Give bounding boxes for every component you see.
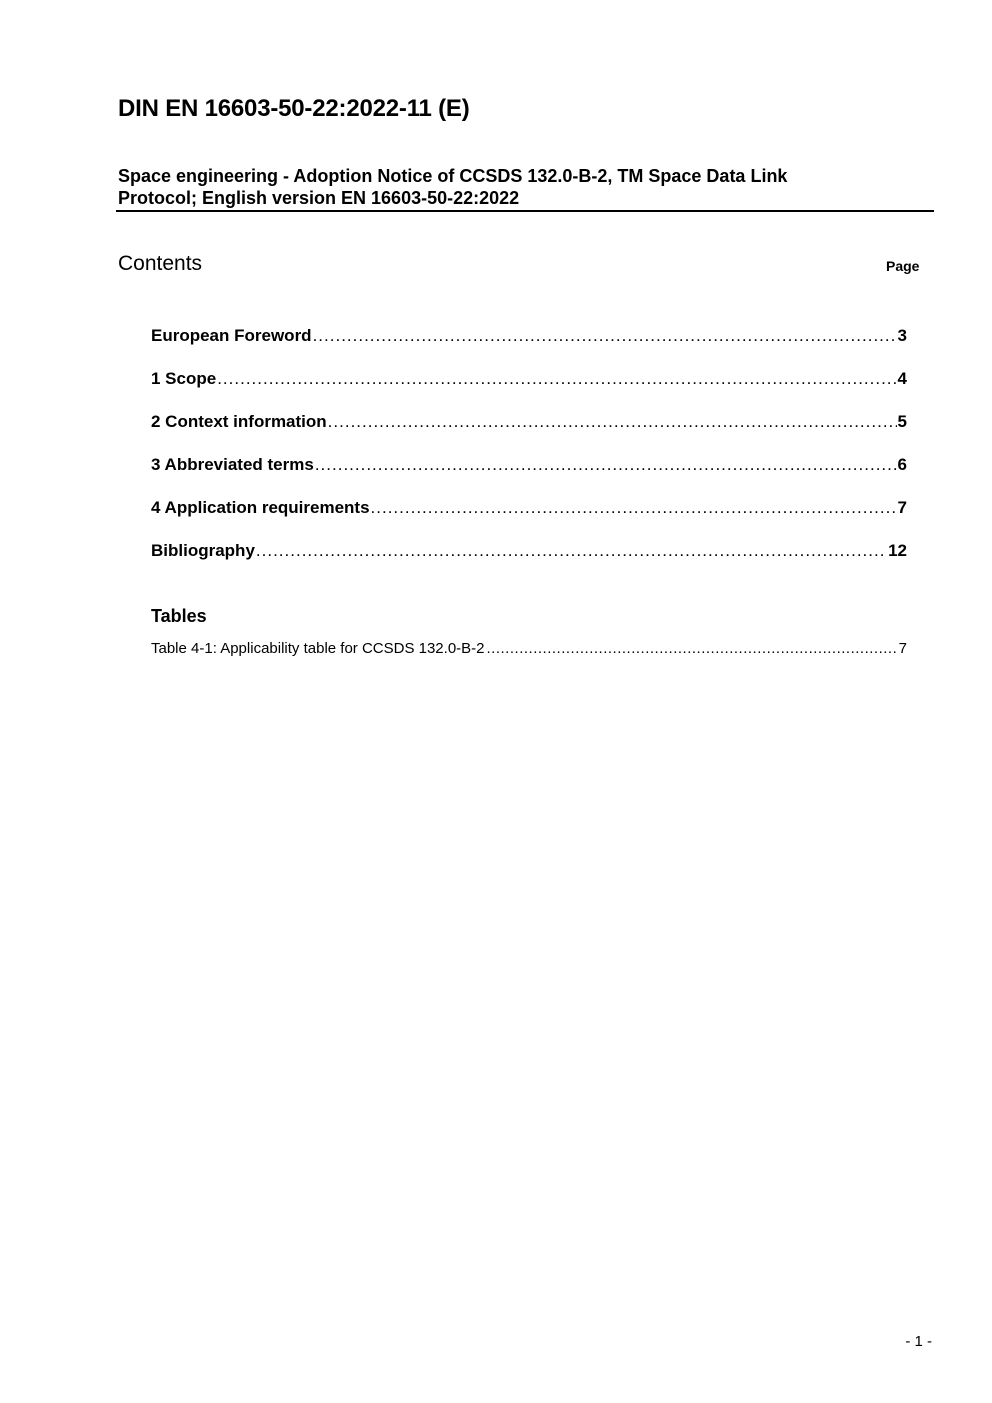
toc-entry-label: 1 Scope <box>151 369 217 388</box>
toc-entry-scope[interactable] <box>151 369 907 412</box>
toc-leader-dots <box>313 326 897 346</box>
footer-page-number: - 1 - <box>905 1333 932 1350</box>
subtitle-line-1: Space engineering - Adoption Notice of CCSDS 132.0-B-2, TM Space Data Link <box>118 166 788 186</box>
toc-entry-context-information[interactable] <box>151 412 907 455</box>
toc-entry-page: 7 <box>897 498 907 517</box>
toc-leader-dots <box>371 498 897 518</box>
subtitle-line-2: Protocol; English version EN 16603-50-22:2022 <box>118 188 520 208</box>
table-entry-page: 7 <box>898 640 907 657</box>
toc-entry-european-foreword[interactable] <box>151 326 907 369</box>
toc-leader-dots <box>256 541 887 561</box>
tables-heading: Tables <box>151 606 207 626</box>
toc-entry-label: 2 Context information <box>151 412 327 431</box>
toc-entry-page: 6 <box>897 455 907 474</box>
toc-leader-dots <box>217 369 896 389</box>
contents-heading: Contents <box>118 252 203 275</box>
toc-entry-page: 4 <box>897 369 907 388</box>
toc-entry-label: European Foreword <box>151 326 312 345</box>
table-of-contents <box>151 326 907 584</box>
toc-entry-label: 3 Abbreviated terms <box>151 455 314 474</box>
toc-entry-abbreviated-terms[interactable] <box>151 455 907 498</box>
document-title: DIN EN 16603-50-22:2022-11 (E) <box>118 95 470 122</box>
header-divider <box>116 210 934 212</box>
table-entry-label: Table 4-1: Applicability table for CCSDS 132.0-B-2 <box>151 640 485 657</box>
toc-entry-page: 3 <box>897 326 907 345</box>
toc-leader-dots <box>315 455 897 475</box>
table-leader-dots <box>487 640 897 657</box>
document-subtitle <box>118 165 918 209</box>
toc-entry-bibliography[interactable] <box>151 541 907 584</box>
list-of-tables <box>151 640 907 657</box>
toc-entry-application-requirements[interactable] <box>151 498 907 541</box>
toc-entry-label: Bibliography <box>151 541 255 560</box>
toc-entry-page: 5 <box>897 412 907 431</box>
toc-entry-label: 4 Application requirements <box>151 498 370 517</box>
table-entry-4-1[interactable] <box>151 640 907 657</box>
page-column-label: Page <box>886 258 920 274</box>
toc-leader-dots <box>328 412 897 432</box>
toc-entry-page: 12 <box>888 541 907 560</box>
